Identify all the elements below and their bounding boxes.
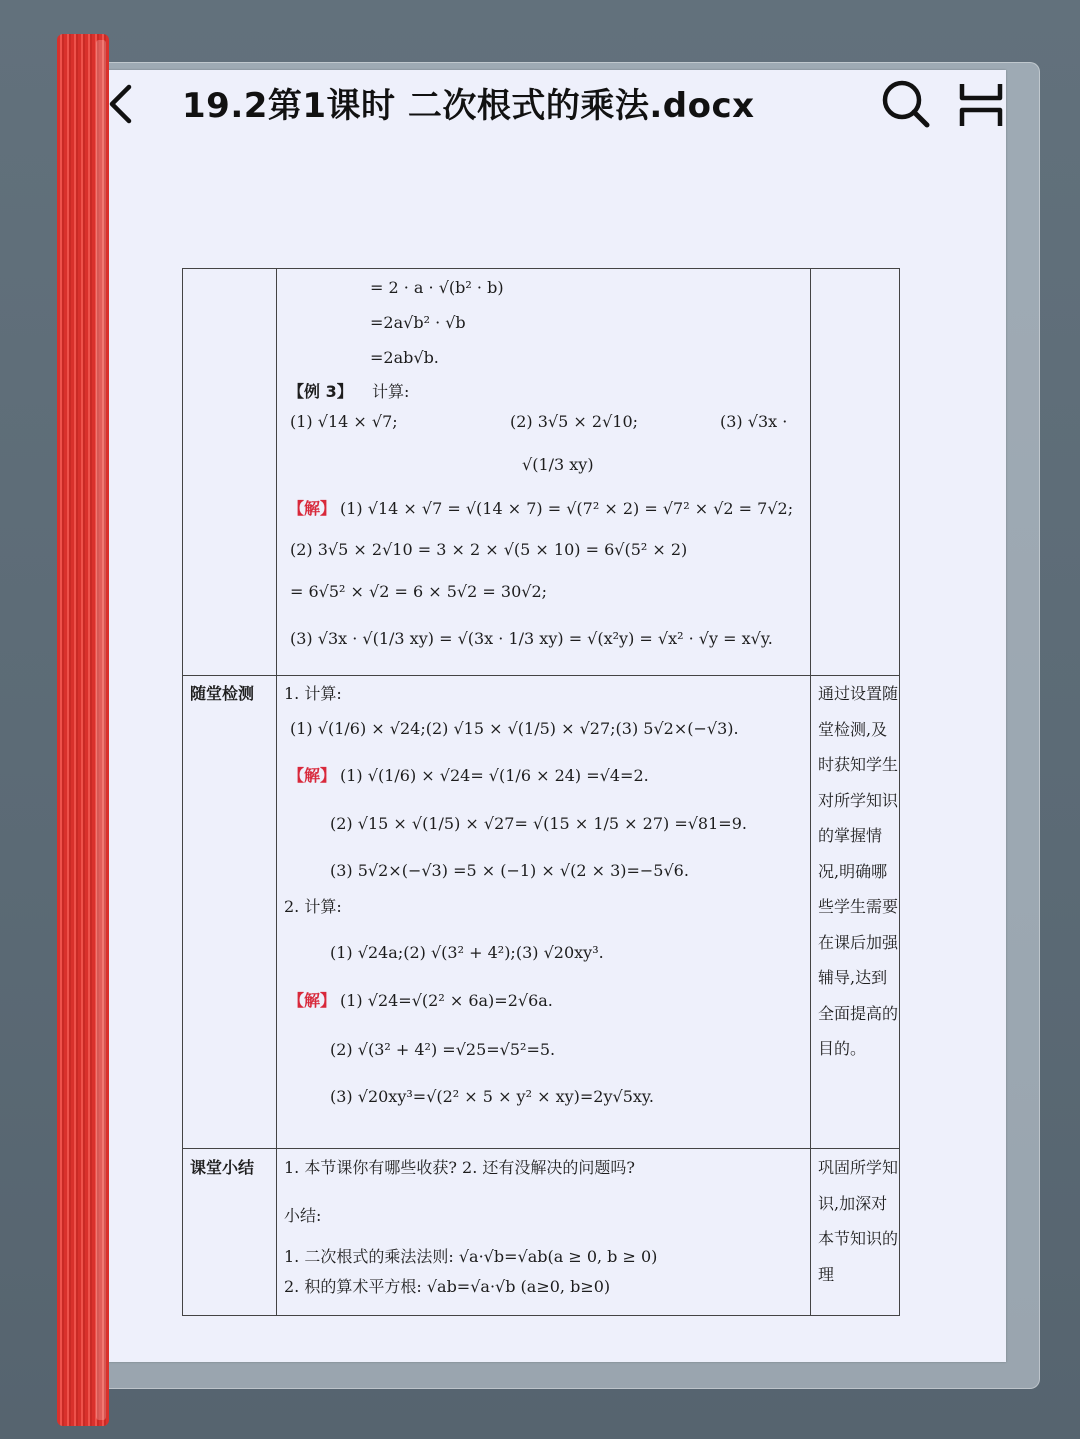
equation-line: = 2 · a · √(b² · b) [370,278,504,297]
example-instruction: 计算: [372,382,410,401]
solution-line: (3) √20xy³=√(2² × 5 × y² × xy)=2y√5xy. [330,1087,654,1106]
solution-line: (1) √24=√(2² × 6a)=2√6a. [340,991,553,1010]
example-tag: 【例 3】 [288,382,353,401]
table-col-divider [276,269,277,1315]
summary-line: 2. 积的算术平方根: √ab=√a·√b (a≥0, b≥0) [284,1277,611,1296]
teaching-note: 通过设置随堂检测,及时获知学生对所学知识的掌握情况,明确哪些学生需要在课后加强辅导,达到全面提高的目的。 [818,684,899,1058]
solution-tag: 【解】 [288,499,337,518]
table-col-divider [810,269,811,1315]
exercise-question: (1) √(1/6) × √24;(2) √15 × √(1/5) × √27;(3) 5√2×(−√3). [290,719,739,738]
document-title: 19.2第1课时 二次根式的乘法.docx [182,86,755,126]
solution-line: (1) √14 × √7 = √(14 × 7) = √(7² × 2) = √7² × √2 = 7√2; [340,499,794,518]
row-label: 随堂检测 [190,684,255,703]
example-question: (1) √14 × √7; [290,412,398,431]
example-question: √(1/3 xy) [522,455,594,474]
solution-line: (2) √(3² + 4²) =√25=√5²=5. [330,1040,556,1059]
summary-line: 1. 本节课你有哪些收获? 2. 还有没解决的问题吗? [284,1158,635,1177]
solution-line: (2) √15 × √(1/5) × √27= √(15 × 1/5 × 27) =√81=9. [330,814,747,833]
equation-line: =2a√b² · √b [370,313,466,332]
exercise-title: 1. 计算: [284,684,342,703]
exit-fullscreen-icon [956,80,1006,128]
exercise-question: (1) √24a;(2) √(3² + 4²);(3) √20xy³. [330,943,604,962]
solution-line: (3) 5√2×(−√3) =5 × (−1) × √(2 × 3)=−5√6. [330,861,689,880]
solution-line: (2) 3√5 × 2√10 = 3 × 2 × √(5 × 10) = 6√(5² × 2) [290,540,688,559]
solution-line: = 6√5² × √2 = 6 × 5√2 = 30√2; [290,582,548,601]
row-label: 课堂小结 [190,1158,255,1177]
teaching-note: 巩固所学知识,加深对本节知识的理 [818,1158,899,1284]
solution-tag: 【解】 [288,766,337,785]
chevron-left-icon [105,83,135,125]
binder-spine-highlight [96,40,106,1420]
solution-line: (1) √(1/6) × √24= √(1/6 × 24) =√4=2. [340,766,649,785]
search-button[interactable] [880,78,932,130]
table-row-divider [183,675,899,676]
back-button[interactable] [100,82,140,126]
solution-tag: 【解】 [288,991,337,1010]
search-icon [880,78,932,130]
summary-line: 小结: [284,1206,322,1225]
document-viewer-toolbar [100,70,1006,140]
example-question: (2) 3√5 × 2√10; [510,412,639,431]
equation-line: =2ab√b. [370,348,439,367]
summary-line: 1. 二次根式的乘法法则: √a·√b=√ab(a ≥ 0, b ≥ 0) [284,1247,658,1266]
table-row-divider [183,1148,899,1149]
exit-fullscreen-button[interactable] [956,80,1006,128]
example-question: (3) √3x · [720,412,788,431]
exercise-title: 2. 计算: [284,897,342,916]
solution-line: (3) √3x · √(1/3 xy) = √(3x · 1/3 xy) = √(x²y) = √x² · √y = x√y. [290,629,773,648]
